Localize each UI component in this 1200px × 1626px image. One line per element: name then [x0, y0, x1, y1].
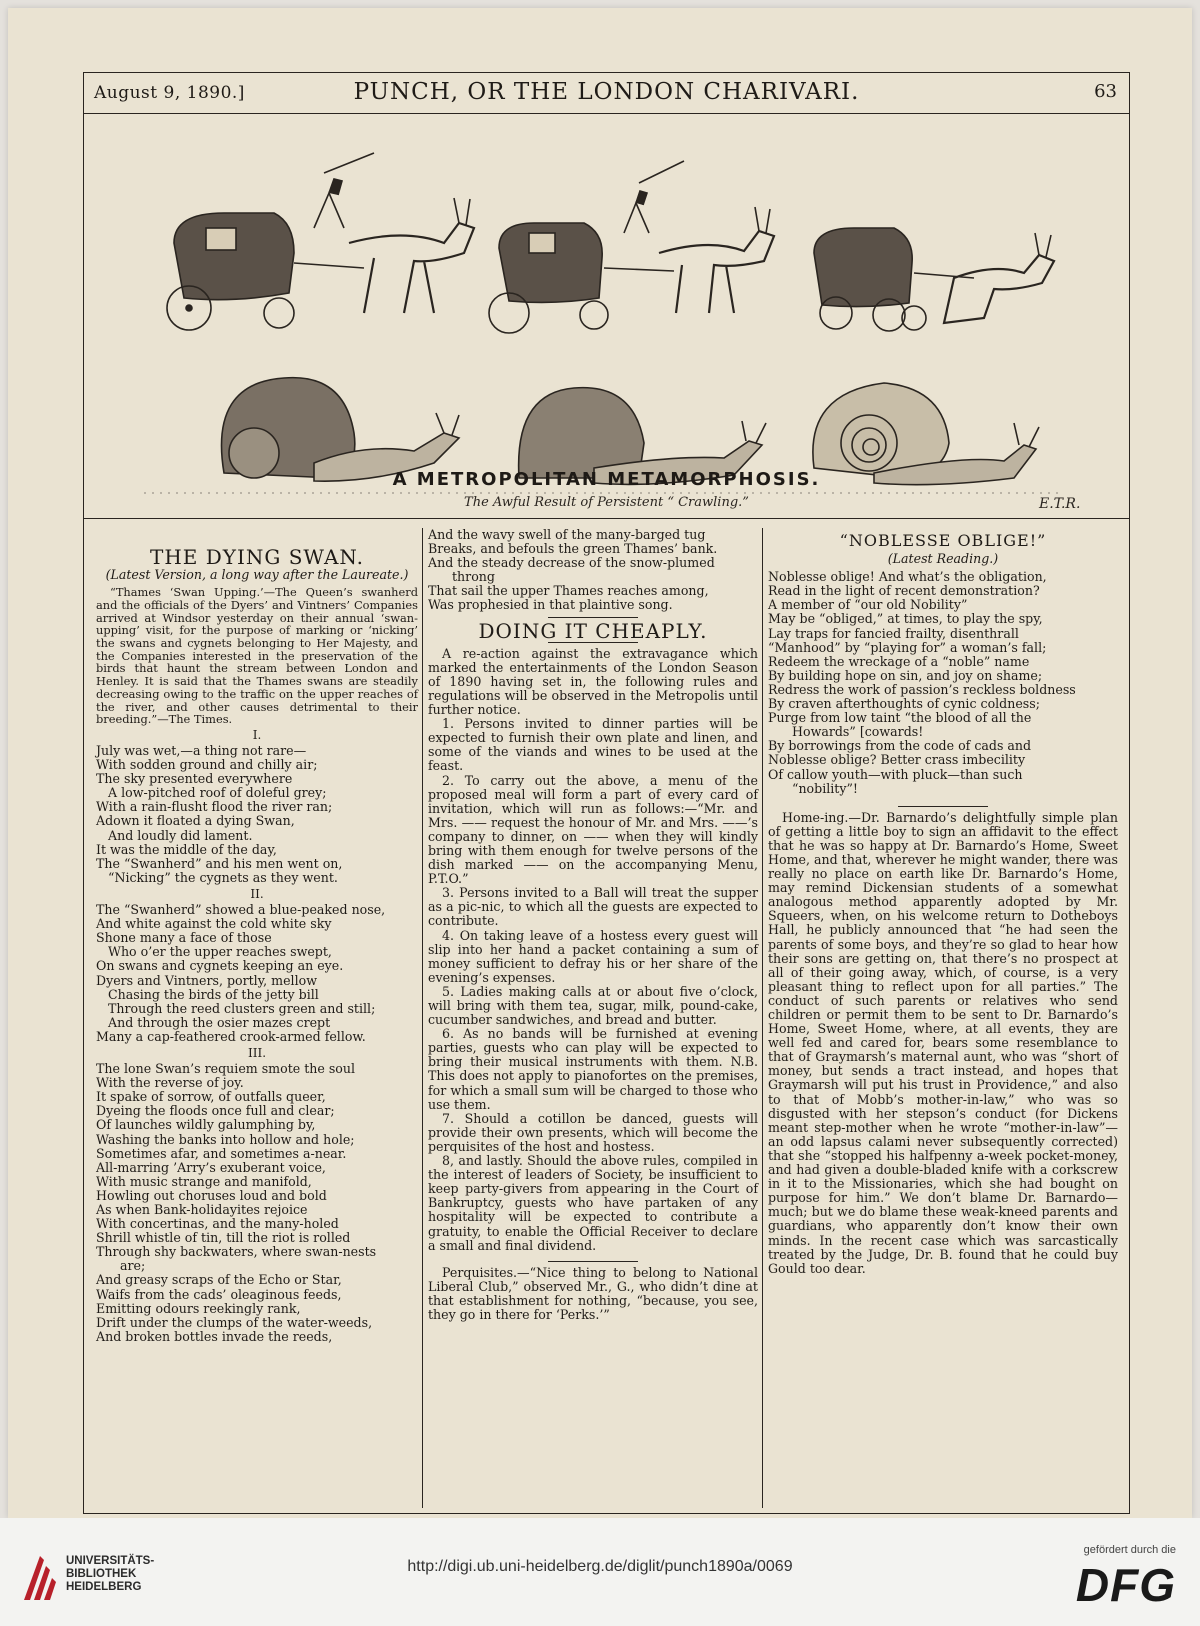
verse-line: Purge from low taint “the blood of all the	[768, 710, 1032, 726]
page-sheet	[8, 8, 1192, 1518]
rule-item: 5. Ladies making calls at or about five o’clock, will bring with them tea, sugar, milk, pound-cake, cucumber sandwiches, and bread and butter.	[428, 983, 758, 1028]
verse-line: Sometimes afar, and sometimes a-near.	[96, 1145, 347, 1161]
article-intro: A re-action against the extravagance which marked the entertainments of the London Season of 1890 having set in, the following rules and regulations will be observed in the Metropolis until further notice.	[428, 645, 758, 718]
verse-line: “Manhood” by “playing for” a woman’s fall;	[768, 639, 1047, 655]
verse-line: Through shy backwaters, where swan-nests	[96, 1244, 377, 1260]
cartoon-subtitle: The Awful Result of Persistent “ Crawling.”	[464, 495, 749, 510]
noblesse-poem	[768, 570, 1118, 796]
stanza-number: II.	[250, 886, 264, 901]
verse-line: And greasy scraps of the Echo or Star,	[96, 1272, 342, 1288]
verse-line: And loudly did lament.	[108, 827, 253, 843]
verse-line: On swans and cygnets keeping an eye.	[96, 958, 344, 974]
column-dying-swan	[96, 528, 418, 1344]
column-rule-1	[422, 528, 423, 1508]
verse-line: Emitting odours reekingly rank,	[96, 1300, 301, 1316]
rule-item: 3. Persons invited to a Ball will treat the supper as a pic-nic, to which all the guests are expected to contribute.	[428, 885, 758, 929]
verse-line: Of callow youth—with pluck—than such	[768, 766, 1023, 782]
verse-line: It spake of sorrow, of outfalls queer,	[96, 1089, 326, 1105]
verse-line: July was wet,—a thing not rare—	[96, 743, 307, 759]
verse-line: Read in the light of recent demonstration?	[768, 583, 1040, 599]
rule-item: 1. Persons invited to dinner parties will be expected to furnish their own plate and linen, and some of the viands and wines to be used at the feast.	[428, 716, 758, 774]
verse-line: And the steady decrease of the snow-plumed	[428, 555, 715, 571]
verse-line: With sodden ground and chilly air;	[96, 757, 318, 773]
artist-signature: E.T.R.	[1039, 496, 1081, 512]
divider	[548, 1261, 638, 1262]
verse-line: Was prophesied in that plaintive song.	[428, 597, 673, 613]
header-date: August 9, 1890.]	[94, 83, 245, 103]
verse-line: Noblesse oblige! And what’s the obligation,	[768, 569, 1047, 585]
verse-line: The sky presented everywhere	[96, 771, 293, 787]
verse-line: A low-pitched roof of doleful grey;	[108, 785, 327, 801]
verse-line: Redeem the wreckage of a “noble” name	[768, 653, 1030, 669]
university-name-line: HEIDELBERG	[66, 1581, 142, 1593]
verse-line: And through the osier mazes crept	[108, 1014, 331, 1030]
poem-continuation	[428, 528, 758, 613]
verse-line: By building hope on sin, and joy on shame;	[768, 667, 1043, 683]
stanza-1	[96, 744, 418, 885]
verse-line: As when Bank-holidayites rejoice	[96, 1202, 308, 1218]
section-divider	[84, 518, 1129, 519]
verse-line: And the wavy swell of the many-barged tug	[428, 527, 706, 542]
verse-line: Waifs from the cads’ oleaginous feeds,	[96, 1286, 342, 1302]
verse-line: Redress the work of passion’s reckless boldness	[768, 681, 1076, 697]
verse-line: Howling out choruses loud and bold	[96, 1187, 327, 1203]
verse-line: Washing the banks into hollow and hole;	[96, 1131, 355, 1147]
verse-line: By craven afterthoughts of cynic coldness;	[768, 696, 1040, 712]
verse-line: Drift under the clumps of the water-weeds,	[96, 1314, 373, 1330]
column-rule-2	[762, 528, 763, 1508]
verse-line: “nobility”!	[792, 780, 858, 796]
verse-line: That sail the upper Thames reaches among,	[428, 583, 709, 599]
article-title-dying-swan: THE DYING SWAN.	[150, 545, 364, 569]
home-ing-paragraph: Home-ing.—Dr. Barnardo’s delightfully simple plan of getting a little boy to sign an affidavit to the effect that he was so happy at Dr. Barnardo’s Home, Sweet Home, and that, wherever he might wander, there was really no place on earth like Dr. Barnardo’s Home, may remind Dickensian students of a somewhat analogous method apparently adopted by Mr. Squeers, when, on his welcome return to Dotheboys Hall, he publicly announced that “he had seen the parents of some boys, and they’re so glad to hear how their sons are getting on, that there’s no prospect at all of their going away, which, of course, is a very pleasant thing to reflect upon for all parties.” The conduct of such parents or relatives who send children or permit them to be sent to Dr. Barnardo’s Home, Sweet Home, where, at all events, they are well fed and cared for, bears some resemblance to that of Graymarsh’s maternal aunt, who was “short of money, but sends a tract instead, and hopes that Graymarsh will put his trust in Providence,” and also to that of Mobb’s mother-in-law,” who was so disgusted with her stepson’s conduct (for Dickens meant step-mother when he wrote “mother-in-law”—an odd lapsus calami never subsequently corrected) that she “stopped his halfpenny a-week pocket-money, and had given a double-bladed knife with a corkscrew in it to the Missionaries, which she had bought on purpose for him.” We don’t blame Dr. Barnardo—much; but we do blame these weak-kneed parents and guardians, who apparently don’t know their own minds. In the recent case which was sarcastically treated by the Judge, Dr. B. found that he could buy Gould too dear.	[768, 809, 1118, 1276]
divider	[548, 617, 638, 618]
verse-line: Through the reed clusters green and still;	[108, 1000, 376, 1016]
article-title-doing-it-cheaply: DOING IT CHEAPLY.	[478, 618, 708, 643]
verse-line: Chasing the birds of the jetty bill	[108, 986, 319, 1002]
rule-item: 2. To carry out the above, a menu of the proposed meal will form a part of every card of invitation, which will run as follows:—“Mr. and Mrs. —— request the honour of Mr. and Mrs. ——’s company to dinner, on —— when they will kindly bring with them enough for twelve persons of the dish marked —— on the accompanying Menu, P.T.O.”	[428, 772, 758, 887]
coach-2	[489, 161, 774, 333]
verse-line: Shrill whistle of tin, till the riot is rolled	[96, 1230, 351, 1246]
sponsor-label: gefördert durch die	[1083, 1544, 1176, 1556]
verse-line: Dyeing the floods once full and clear;	[96, 1103, 335, 1119]
rule-item: 4. On taking leave of a hostess every guest will slip into her hand a packet containing a sum of money sufficient to defray his or her share of the evening’s expenses.	[428, 927, 758, 985]
page-header	[84, 73, 1129, 114]
rule-item: 8, and lastly. Should the above rules, compiled in the interest of leaders of Society, be insufficient to keep party-givers from appearing in the Court of Bankruptcy, guests who have partaken of any hospitality will be expected to contribute a gratuity, to enable the Official Receiver to declare a small and final dividend.	[428, 1153, 758, 1253]
verse-line: Dyers and Vintners, portly, mellow	[96, 972, 317, 988]
article-subtitle: (Latest Reading.)	[887, 551, 999, 567]
university-name-line: UNIVERSITÄTS-	[66, 1555, 155, 1567]
dfg-logo: DFG	[1075, 1559, 1176, 1611]
verse-line: Many a cap-feathered crook-armed fellow.	[96, 1028, 366, 1044]
verse-line: Breaks, and befouls the green Thames’ bank.	[428, 541, 718, 557]
column-doing-it-cheaply	[428, 528, 758, 1322]
rule-item: 7. Should a cotillon be danced, guests will provide their own presents, which will become the perquisites of the host and hostess.	[428, 1110, 758, 1154]
verse-line: Who o’er the upper reaches swept,	[108, 944, 332, 960]
verse-line: Of launches wildly galumphing by,	[96, 1117, 316, 1133]
article-subtitle: (Latest Version, a long way after the Laureate.)	[105, 567, 409, 583]
snail-1	[222, 378, 460, 482]
source-url-link[interactable]: http://digi.ub.uni-heidelberg.de/diglit/punch1890a/0069	[407, 1558, 793, 1575]
column-noblesse-oblige	[768, 528, 1118, 1276]
perquisites-paragraph: Perquisites.—“Nice thing to belong to National Liberal Club,” observed Mr., G., who didn’t dine at that establishment for nothing, “because, you see, they go in there for ‘Perks.’”	[428, 1264, 758, 1322]
verse-line: Howards” [cowards!	[792, 724, 924, 740]
verse-line: The lone Swan’s requiem smote the soul	[96, 1061, 356, 1077]
verse-line: Adown it floated a dying Swan,	[96, 813, 295, 829]
verse-line: A member of “our old Nobility”	[768, 597, 968, 613]
verse-line: throng	[452, 569, 495, 585]
verse-line: By borrowings from the code of cads and	[768, 738, 1032, 754]
verse-line: With the reverse of joy.	[96, 1075, 244, 1091]
verse-line: With a rain-flusht flood the river ran;	[96, 799, 333, 815]
verse-line: And broken bottles invade the reeds,	[96, 1328, 333, 1344]
page-frame	[83, 72, 1130, 1514]
stanza-2	[96, 903, 418, 1044]
divider	[898, 806, 988, 807]
cartoon-title: A METROPOLITAN METAMORPHOSIS.	[392, 469, 821, 490]
verse-line: “Nicking” the cygnets as they went.	[108, 869, 338, 885]
verse-line: Noblesse oblige? Better crass imbecility	[768, 752, 1026, 768]
header-title: PUNCH, OR THE LONDON CHARIVARI.	[353, 79, 860, 105]
verse-line: The “Swanherd” and his men went on,	[96, 855, 343, 871]
viewer-footer	[0, 1518, 1200, 1626]
verse-line: May be “obliged,” at times, to play the spy,	[768, 611, 1043, 627]
verse-line: It was the middle of the day,	[96, 841, 277, 857]
stanza-number: III.	[247, 1045, 267, 1060]
verse-line: The “Swanherd” showed a blue-peaked nose,	[96, 902, 386, 918]
stanza-3	[96, 1062, 418, 1344]
university-name-line: BIBLIOTHEK	[66, 1568, 137, 1580]
stanza-number: I.	[252, 727, 262, 742]
verse-line: Shone many a face of those	[96, 930, 272, 946]
verse-line: With music strange and manifold,	[96, 1173, 312, 1189]
verse-line: All-marring ’Arry’s exuberant voice,	[96, 1159, 326, 1175]
page-number: 63	[1094, 81, 1117, 102]
rule-item: 6. As no bands will be furnished at evening parties, guests who can play will be expected to bring their musical instruments with them. N.B. This does not apply to pianofortes on the premises, for which a small sum will be charged to those who use them.	[428, 1026, 758, 1112]
verse-line: With concertinas, and the many-holed	[96, 1216, 339, 1232]
article-intro: “Thames ‘Swan Upping.’—The Queen’s swanherd and the officials of the Dyers’ and Vintners’ Companies arrived at Windsor yesterday on their annual ‘swan-upping’ visit, for the purpose of marking or ‘nicking’ the swans and cygnets belonging to Her Majesty, and the Companies interested in the preservation of the birds that haunt the stream between London and Henley. It is said that the Thames swans are steadily decreasing owing to the traffic on the upper reaches of the river, and other causes detrimental to their breeding.”—The Times.	[96, 585, 418, 727]
verse-line: And white against the cold white sky	[96, 916, 332, 932]
coach-3	[814, 228, 1054, 331]
article-title-noblesse-oblige: “NOBLESSE OBLIGE!”	[839, 531, 1047, 550]
coach-1	[167, 153, 474, 330]
verse-line: are;	[120, 1258, 146, 1274]
verse-line: Lay traps for fancied frailty, disenthrall	[768, 625, 1019, 641]
